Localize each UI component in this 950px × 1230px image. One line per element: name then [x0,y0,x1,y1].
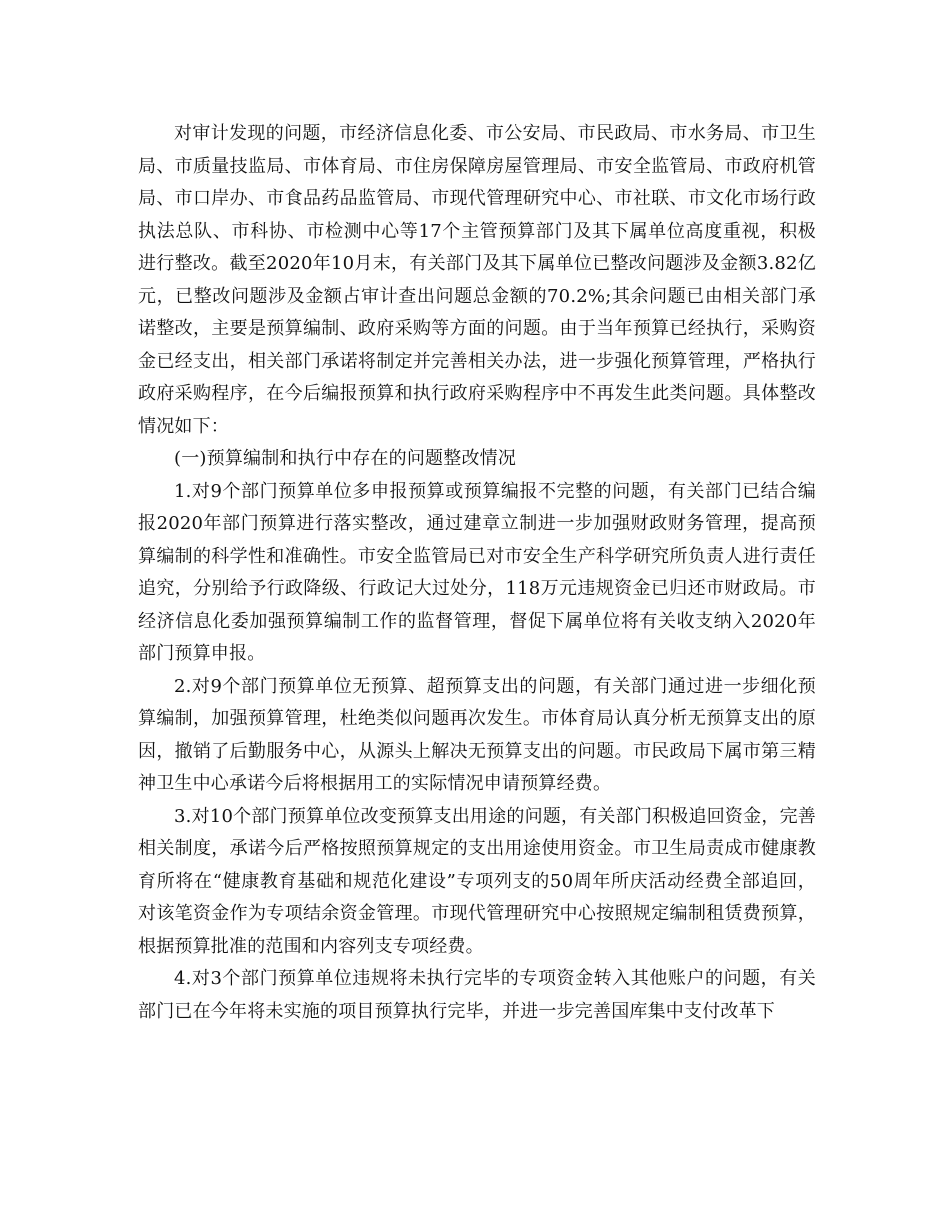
section-heading-budget: (一)预算编制和执行中存在的问题整改情况 [174,448,517,469]
paragraph-intro: 对审计发现的问题，市经济信息化委、市公安局、市民政局、市水务局、市卫生局、市质量技监局、市体育局、市住房保障房屋管理局、市安全监管局、市政府机管局、市口岸办、市食品药品监管局、市现代管理研究中心、市社联、市文化市场行政执法总队、市科协、市检测中心等17个主管预算部门及其下属单位高度重视，积极进行整改。截至2020年10月末，有关部门及其下属单位已整改问题涉及金额3.82亿元，已整改问题涉及金额占审计查出问题总金额的70.2%;其余问题已由相关部门承诺整改，主要是预算编制、政府采购等方面的问题。由于当年预算已经执行，采购资金已经支出，相关部门承诺将制定并完善相关办法，进一步强化预算管理，严格执行政府采购程序，在今后编报预算和执行政府采购程序中不再发生此类问题。具体整改情况如下： [138,123,816,437]
document-body [138,118,816,1028]
paragraph-item-3: 3.对10个部门预算单位改变预算支出用途的问题，有关部门积极追回资金，完善相关制度，承诺今后严格按照预算规定的支出用途使用资金。市卫生局责成市健康教育所将在“健康教育基础和规范化建设”专项列支的50周年所庆活动经费全部追回，对该笔资金作为专项结余资金管理。市现代管理研究中心按照规定编制租赁费预算，根据预算批准的范围和内容列支专项经费。 [138,805,816,957]
paragraph-item-4: 4.对3个部门预算单位违规将未执行完毕的专项资金转入其他账户的问题，有关部门已在今年将未实施的项目预算执行完毕，并进一步完善国库集中支付改革下 [138,968,816,1022]
paragraph-item-1: 1.对9个部门预算单位多申报预算或预算编报不完整的问题，有关部门已结合编报2020年部门预算进行落实整改，通过建章立制进一步加强财政财务管理，提高预算编制的科学性和准确性。市安全监管局已对市安全生产科学研究所负责人进行责任追究，分别给予行政降级、行政记大过处分，118万元违规资金已归还市财政局。市经济信息化委加强预算编制工作的监督管理，督促下属单位将有关收支纳入2020年部门预算申报。 [138,480,816,664]
paragraph-item-2: 2.对9个部门预算单位无预算、超预算支出的问题，有关部门通过进一步细化预算编制，加强预算管理，杜绝类似问题再次发生。市体育局认真分析无预算支出的原因，撤销了后勤服务中心，从源头上解决无预算支出的问题。市民政局下属市第三精神卫生中心承诺今后将根据用工的实际情况申请预算经费。 [138,675,816,794]
